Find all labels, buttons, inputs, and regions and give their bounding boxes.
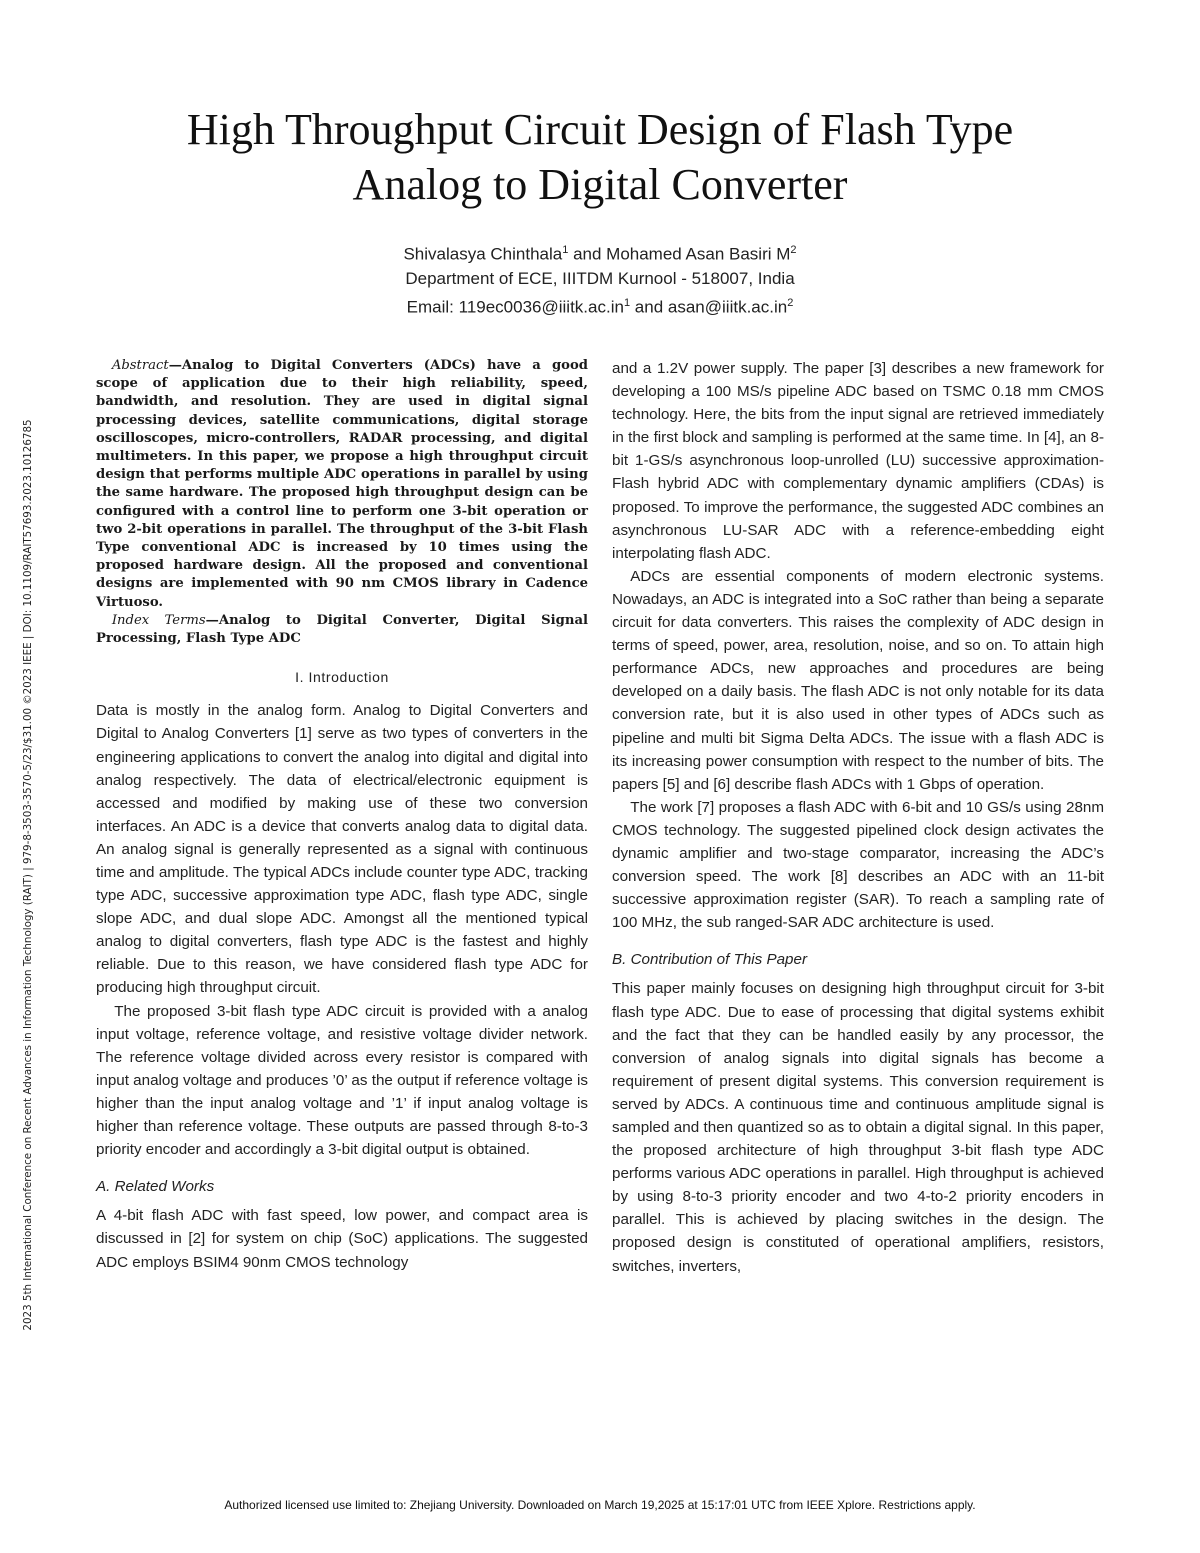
contribution-paragraph: This paper mainly focuses on designing high throughput circuit for 3-bit flash type ADC. Due to ease of processing that digital systems exhibit and the fact that they can be handled easily by any processor, the conversion of analog signals into digital signals has become a requirement of present digital systems. This conversion requirement is served by ADCs. A continuous time and continuous amplitude signal is sampled and then quantized so as to obtain a digital signal. In this paper, the proposed architecture of high throughput 3-bit flash type ADC performs various ADC operations in parallel. High throughput is achieved by using 8-to-3 priority encoder and two 4-to-2 priority encoders in parallel. This is achieved by placing switches in the design. The proposed design is constituted of operational amplifiers, resistors, switches, inverters,: [612, 980, 1104, 1275]
email-1-mark: 1: [623, 296, 631, 309]
author-1-mark: 1: [562, 244, 569, 256]
paper-title: [120, 102, 1080, 212]
abstract: [96, 357, 588, 612]
email-line: [250, 291, 950, 320]
right-column: [612, 357, 1104, 1278]
section-heading-introduction: I. Introduction: [295, 669, 389, 686]
index-terms-text: —Analog to Digital Converter, Digital Signal Processing, Flash Type ADC: [96, 612, 589, 647]
side-doi-note: [22, 305, 40, 1445]
title-line-2: Analog to Digital Converter: [352, 160, 848, 209]
author-joiner: and: [568, 244, 607, 264]
index-terms: [96, 612, 588, 648]
subsection-heading-contribution: B. Contribution of This Paper: [612, 951, 808, 969]
related-works-continued: and a 1.2V power supply. The paper [3] describes a new framework for developing a 100 MS/s pipeline ADC based on TSMC 0.18 mm CMOS technology. Here, the bits from the input signal are retrieved immediately in the first block and sampling is performed at the same time. In [4], an 8-bit 1-GS/s asynchronous loop-unrolled (LU) successive approximation-Flash hybrid ADC with complementary dynamic amplifiers (CDAs) is proposed. To improve the performance, the suggested ADC combines an asynchronous LU-SAR ADC with a reference-embedding eight interpolating flash ADC.: [612, 360, 1104, 562]
adc-systems-paragraph: ADCs are essential components of modern electronic systems. Nowadays, an ADC is integrated into a SoC rather than being a separate circuit for data converters. This raises the complexity of ADC design in terms of speed, power, area, resolution, noise, and so on. To attain high performance ADCs, new approaches and procedures are being developed on a daily basis. The flash ADC is not only notable for its data conversion rate, but it is also used in other types of ADCs such as pipeline and multi bit Sigma Delta ADCs. The issue with a flash ADC is its increasing power consumption with respect to the number of bits. The papers [5] and [6] describe flash ADCs with 1 Gbps of operation.: [612, 567, 1104, 793]
license-footer: Authorized licensed use limited to: Zhejiang University. Downloaded on March 19,2025 at 15:17:01 UTC from IEEE Xplore. Restrictions apply.: [224, 1498, 976, 1512]
abstract-label: Abstract: [111, 358, 169, 373]
email-1: 119ec0036@iiitk.ac.in: [458, 297, 624, 317]
author-block: [250, 238, 950, 319]
author-names: [250, 238, 950, 267]
email-2-mark: 2: [787, 296, 794, 309]
author-1: Shivalasya Chinthala: [403, 244, 563, 264]
email-joiner: and: [630, 297, 668, 317]
author-2-mark: 2: [790, 244, 797, 256]
related-work-7-paragraph: The work [7] proposes a flash ADC with 6-bit and 10 GS/s using 28nm CMOS technology. The suggested pipelined clock design activates the dynamic amplifier and two-stage comparator, increasing the ADC’s conversion speed. The work [8] describes an ADC with an 11-bit successive approximation register (SAR). To reach a sampling rate of 100 MHz, the sub ranged-SAR ADC architecture is used.: [612, 798, 1104, 932]
subsection-heading-related-works: A. Related Works: [96, 1178, 215, 1196]
left-column: [96, 357, 588, 1274]
title-line-1: High Throughput Circuit Design of Flash Type: [186, 105, 1014, 154]
related-works-paragraph: A 4-bit flash ADC with fast speed, low power, and compact area is discussed in [2] for system on chip (SoC) applications. The suggested ADC employs BSIM4 90nm CMOS technology: [96, 1207, 588, 1271]
side-doi-text: 2023 5th International Conference on Recent Advances in Information Technology (RAIT) | 979-8-3503-3570-5/23/$31.00 ©2023 IEEE | DOI: 10.1109/RAIT57693.2023.10126785: [22, 419, 34, 1331]
email-2: asan@iiitk.ac.in: [667, 297, 788, 317]
index-terms-label: Index Terms: [111, 612, 206, 628]
email-prefix: Email:: [406, 297, 459, 317]
abstract-text: —Analog to Digital Converters (ADCs) have a good scope of application due to their high reliability, speed, bandwidth, and resolution. They are used in digital signal processing devices, satellite communications, digital storage oscilloscopes, micro-controllers, RADAR processing, and digital multimeters. In this paper, we propose a high throughput circuit design that performs multiple ADC operations in parallel by using the same hardware. The proposed high throughput design can be configured with a control line to perform one 3-bit operation or two 2-bit operations in parallel. The throughput of the 3-bit Flash Type conventional ADC is increased by 10 times using the proposed hardware design. All the proposed and conventional designs are implemented with 90 nm CMOS library in Cadence Virtuoso.: [96, 358, 588, 610]
author-2: Mohamed Asan Basiri M: [606, 244, 791, 264]
intro-paragraph-1: Data is mostly in the analog form. Analog to Digital Converters and Digital to Analog Converters [1] serve as two types of converters in the engineering applications to convert the analog into digital and digital into analog respectively. The data of electrical/electronic equipment is accessed and modified by making use of these two conversion interfaces. An ADC is a device that converts analog data to digital data. An analog signal is generally represented as a signal with continuous time and amplitude. The typical ADCs include counter type ADC, tracking type ADC, successive approximation type ADC, flash type ADC, single slope ADC, and dual slope ADC. Amongst all the mentioned typical analog to digital converters, flash type ADC is the fastest and highly reliable. Due to this reason, we have considered flash type ADC for producing high throughput circuit.: [96, 702, 588, 997]
affiliation: Department of ECE, IIITDM Kurnool - 518007, India: [405, 268, 795, 288]
intro-paragraph-2: The proposed 3-bit flash type ADC circuit is provided with a analog input voltage, reference voltage, and resistive voltage divider network. The reference voltage divided across every resistor is compared with input analog voltage and produces ’0’ as the output if reference voltage is higher than the input analog voltage and ’1’ if input analog voltage is higher than reference voltage. These outputs are passed through 8-to-3 priority encoder and accordingly a 3-bit digital output is obtained.: [96, 1002, 588, 1159]
